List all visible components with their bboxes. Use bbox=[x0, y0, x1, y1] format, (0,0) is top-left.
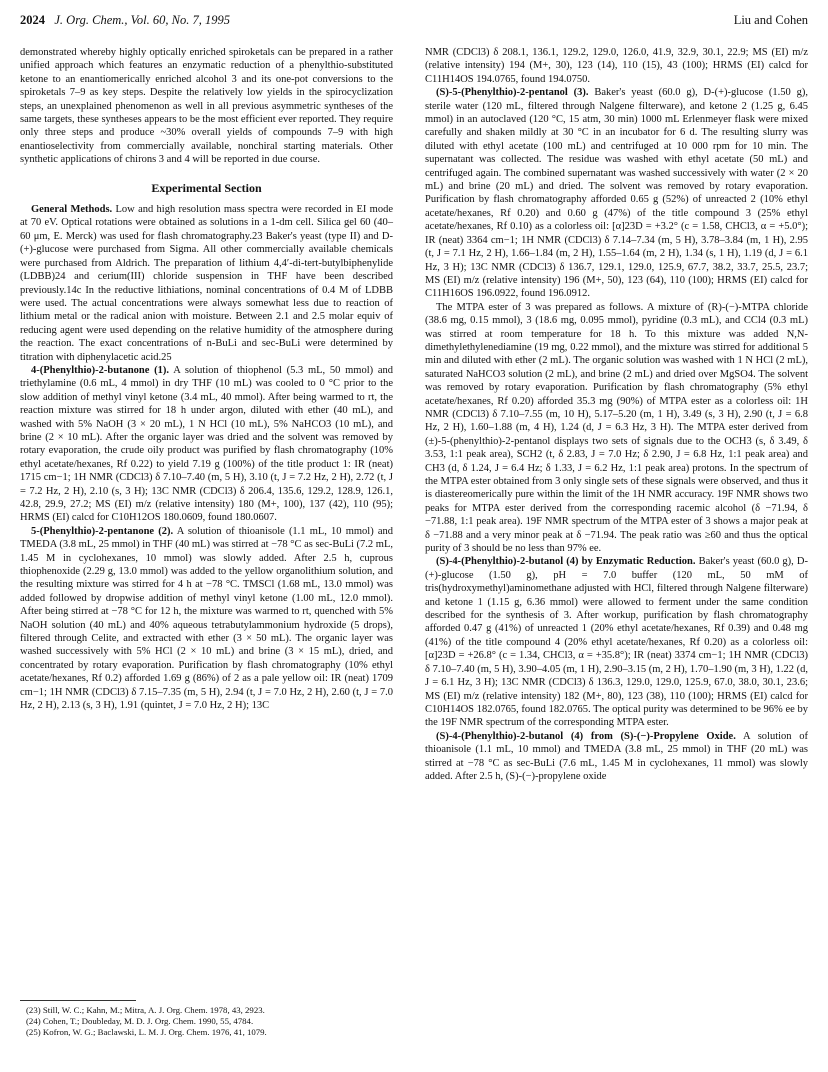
compound-1-heading: 4-(Phenylthio)-2-butanone (1). bbox=[31, 364, 170, 376]
compound-1-paragraph bbox=[20, 364, 393, 525]
compound-2-paragraph bbox=[20, 525, 393, 713]
general-methods-heading: General Methods. bbox=[31, 204, 113, 216]
footnote-23: (23) Still, W. C.; Kahn, M.; Mitra, A. J. Org. Chem. 1978, 43, 2923. bbox=[26, 1005, 265, 1015]
footnote-24: (24) Cohen, T.; Doubleday, M. D. J. Org. Chem. 1990, 55, 4784. bbox=[26, 1016, 254, 1027]
compound-2-continuation: NMR (CDCl3) δ 208.1, 136.1, 129.2, 129.0, 126.0, 41.9, 32.9, 30.1, 22.9; MS (EI) m/z (relative intensity) 194 (M+, 30), 123 (14), 110 (15), 43 (100); HRMS (EI) calcd for C11H14OS 194.0765, found 194.0750. bbox=[425, 47, 808, 85]
left-column bbox=[20, 46, 393, 713]
page-number: 2024 bbox=[20, 13, 45, 27]
page-header bbox=[20, 13, 808, 33]
section-title: Experimental Section bbox=[151, 180, 262, 195]
compound-3-paragraph bbox=[425, 86, 808, 301]
compound-4-enzymatic-heading: (S)-4-(Phenylthio)-2-butanol (4) by Enzymatic Reduction. bbox=[436, 556, 696, 568]
general-methods-paragraph bbox=[20, 203, 393, 364]
compound-3-heading: (S)-5-(Phenylthio)-2-pentanol (3). bbox=[436, 87, 589, 99]
right-column bbox=[425, 46, 808, 783]
intro-paragraph: demonstrated whereby highly optically enriched spiroketals can be prepared in a rather unified approach which features an enzymatic reduction of a phenylthio-substituted ketone to an enantiomerically enriched alcohol 3 and its one-pot conversions to the spiroketals 7–9 as key steps. Despite the relatively low yields in the spirocyclization steps, an unexplained phenomenon as well in all previous asymmetric syntheses of the same targets, these syntheses appears to be the most efficient ever reported. They require only three steps and produce ~30% overall yields of compounds 7–9 with high enantioselectivity from commercially available, nonchiral starting materials. Other synthetic applications of chirons 3 and 4 will be reported in due course. bbox=[20, 47, 393, 166]
running-head bbox=[20, 13, 230, 28]
compound-4-enzymatic-paragraph bbox=[425, 555, 808, 729]
compound-4-epoxide-paragraph bbox=[425, 730, 808, 784]
compound-2-heading: 5-(Phenylthio)-2-pentanone (2). bbox=[31, 525, 174, 537]
compound-4-epoxide-text: A solution of thioanisole (1.1 mL, 10 mmol) and TMEDA (3.8 mL, 25 mmol) in THF (20 mL) was stirred at −78 °C as sec-BuLi (7.6 mL, 1.45 M in cyclohexanes, 11 mmol) was slowly added. After 2.5 h, (S)-(−)-propylene oxide bbox=[425, 730, 808, 782]
footnote-25: (25) Kofron, W. G.; Baclawski, L. M. J. Org. Chem. 1976, 41, 1079. bbox=[26, 1027, 267, 1038]
compound-3-text: Baker's yeast (60.0 g), D-(+)-glucose (1.50 g), sterile water (120 mL, filtered through Nalgene filterware), and ketone 2 (1.25 g, 6.45 mmol) in an autoclaved (120 °C, 15 atm, 30 min) 1000 mL Erlenmeyer flask were mixed carefully and shaken mildly at 30 °C in an incubator for 6 d. The resulting slurry was diluted with ethyl acetate (100 mL) and centrifuged at 10 000 rpm for 10 min. The supernatant was collected. The residue was washed with ethyl acetate (50 mL) and centrifuged again. The combined supernatant was washed successively with water (2 × 20 mL) and brine (20 mL) and dried. The solvent was removed by rotary evaporation. Purification by flash chromatography afforded 0.65 g (52%) of unreacted 2 (10% ethyl acetate/hexanes, Rf 0.20) and 0.60 g (47%) of the title compound 3 (25% ethyl acetate/hexanes, Rf 0.10) as a colorless oil: [α]23D = +3.2° (c = 1.58, CHCl3, α = +5.0°); IR (neat) 3364 cm−1; 1H NMR (CDCl3) δ 7.14–7.34 (m, 5 H), 3.78–3.84 (m, 1 H), 2.95 (t, J = 7.1 Hz, 2 H), 1.66–1.84 (m, 2 H), 1.55–1.64 (m, 2 H), 1.34 (s, 1 H), 1.19 (d, J = 6.1 Hz, 3 H); 13C NMR (CDCl3) δ 136.7, 129.1, 129.0, 125.9, 67.7, 38.2, 33.7, 25.5, 23.7; MS (EI) m/z (relative intensity) 196 (M+, 50), 123 (64), 110 (100); HRMS (EI) calcd for C11H16OS 196.0922, found 196.0912. bbox=[425, 87, 808, 300]
compound-4-enzymatic-text: Baker's yeast (60.0 g), D-(+)-glucose (1.50 g), pH = 7.0 buffer (120 mL, 50 mM of tris(hydroxymethyl)aminomethane adjusted with HCl, filtered through Nalgene filterware) and ketone 1 (1.15 g, 6.36 mmol) were allowed to ferment under the same condition described for the synthesis of 3. After workup, purification by flash chromatography afforded 0.47 g (41%) of unreacted 1 (20% ethyl acetate/hexanes, Rf 0.39) and 0.48 mg (41%) of the title compound 4 (20% ethyl acetate/hexanes, Rf 0.20) as a colorless oil: [α]23D = +26.8° (c = 1.34, CHCl3, α = +35.8°); IR (neat) 3374 cm−1; 1H NMR (CDCl3) δ 7.10–7.40 (m, 5 H), 3.90–4.05 (m, 1 H), 2.90–3.15 (m, 2 H), 1.70–1.90 (m, 3 H), 1.22 (d, J = 6.1 Hz, 3 H); 13C NMR (CDCl3) δ 136.3, 129.0, 129.0, 125.9, 67.0, 38.0, 30.1, 23.6; MS (EI) m/z (relative intensity) 182 (M+, 80), 123 (38), 110 (100); HRMS (EI) calcd for C10H14OS 182.0765, found 182.0765. The optical purity was determined to be 96% ee by the 19F NMR spectrum of the corresponding MTPA ester. bbox=[425, 556, 808, 729]
compound-1-text: A solution of thiophenol (5.3 mL, 50 mmol) and triethylamine (0.6 mL, 4 mmol) in dry THF (10 mL) was cooled to 0 °C prior to the slow addition of methyl vinyl ketone (3.4 mL, 40 mmol). After being warmed to rt, the reaction mixture was stirred for 18 h under argon, diluted with ether (40 mL), and washed with 5% NaOH (3 × 20 mL), 1 N HCl (10 mL), 5% NaHCO3 (10 mL), and brine (2 × 10 mL). After the organic layer was dried and the solvent was removed by rotary evaporation, the crude oily product was purified by flash chromatography (10% ethyl acetate/hexanes, Rf 0.22) to yield 7.19 g (100%) of the title product 1: IR (neat) 1715 cm−1; 1H NMR (CDCl3) δ 7.10–7.40 (m, 5 H), 3.10 (t, J = 7.2 Hz, 2 H), 2.72 (t, J = 7.2 Hz, 2 H), 2.10 (s, 3 H); 13C NMR (CDCl3) δ 206.4, 135.6, 129.2, 128.9, 126.1, 42.8, 29.9, 27.2; MS (EI) m/z (relative intensity) 180 (M+, 100), 137 (42), 110 (95); HRMS (EI) calcd for C10H12OS 180.0609, found 180.0607. bbox=[20, 364, 393, 524]
general-methods-text: Low and high resolution mass spectra were recorded in EI mode at 70 eV. Optical rotations were obtained as solutions in a 1-dm cell. Silica gel 60 (40–60 μm, E. Merck) was used for flash chromatography.23 Baker's yeast (type II) and D-(+)-glucose were purchased from Sigma. All other commercially available chemicals were purchased from Aldrich. The preparation of lithium 4,4′-di-tert-butylbiphenylide (LDBB)24 and cerium(III) chloride suspension in THF have been described previously.14c In the reductive lithiations, nominal concentrations of 0.4 M of LDBB were used. The actual concentrations were always somewhat less due to reaction of lithium metal or the radical anion with moisture. Between 2.1 and 2.5 molar equiv of reducing agent were used depending on the relative humidity of the atmosphere during the reaction. The exact concentrations of n-BuLi and sec-BuLi were determined by titration with diphenylacetic acid.25 bbox=[20, 204, 393, 363]
mtpa-ester-paragraph: The MTPA ester of 3 was prepared as follows. A mixture of (R)-(−)-MTPA chloride (38.6 mg, 0.15 mmol), 3 (18.6 mg, 0.095 mmol), pyridine (0.3 mL), and CCl4 (0.3 mL) was stirred at room temperature for 18 h. To this mixture was added N,N-dimethylethylenediamine (19 mg, 0.22 mmol), and the mixture was stirred for additional 5 min and diluted with ether (2 mL). The organic solution was washed with 1 N HCl (2 mL), saturated NaHCO3 solution (2 mL), and brine (2 mL) and dried over MgSO4. The solvent was removed by rotary evaporation. Purification by flash chromatography (5% ethyl acetate/hexanes, Rf 0.20) afforded 35.3 mg (90%) of MTPA ester as a colorless oil: 1H NMR (CDCl3) δ 7.10–7.55 (m, 10 H), 5.17–5.20 (m, 1 H), 3.49 (s, 3 H), 2.90 (t, J = 6.8 Hz, 2 H), 1.60–1.88 (m, 4 H), 1.24 (d, J = 6.3 Hz, 3 H). The MTPA ester derived from (±)-5-(phenylthio)-2-pentanol displays two sets of signals due to the OCH3 (s, δ 3.49, δ 3.53, 1:1 peak area), SCH2 (t, δ 2.83, J = 7.0 Hz; δ 2.90, J = 6.8 Hz, 1:1 peak area) and CH3 (d, δ 1.24, J = 6.4 Hz; δ 1.33, J = 6.2 Hz, 1:1 peak area) protons. In the spectrum of the MTPA ester obtained from 3 only single sets of these signals were observed, and thus it is diastereomerically pure within the limit of the 1H NMR accuracy. 19F NMR shows two peaks for MTPA ester derived from the corresponding racemic alcohol (δ −71.94, δ −71.88, 1:1 peak area). 19F NMR spectrum of the MTPA ester of 3 shows a major peak at δ −71.88 and a very minor peak at δ −71.94. The peak ratio was ≥60 and thus the optical purity of 3 should be no less than 97% ee. bbox=[425, 301, 808, 555]
compound-4-epoxide-heading: (S)-4-(Phenylthio)-2-butanol (4) from (S)-(−)-Propylene Oxide. bbox=[436, 730, 736, 742]
footnotes bbox=[20, 1000, 393, 1039]
compound-2-text: A solution of thioanisole (1.1 mL, 10 mmol) and TMEDA (3.8 mL, 25 mmol) in THF (40 mL) was stirred at −78 °C as sec-BuLi (7.2 mL, 1.45 M in cyclohexanes, 10 mmol) was slowly added. After 2.5 h, cuprous thiophenoxide (2.29 g, 13.0 mmol) was added to the yellow organolithium solution, and the resulting mixture was stirred for 4 h at −78 °C. TMSCl (1.68 mL, 13.0 mmol) was added followed by dropwise addition of methyl vinyl ketone (1.00 mL, 12.0 mmol). After being stirred at −78 °C for 12 h, the mixture was warmed to rt, quenched with 5% NaOH solution (40 mL) and 40% aqueous tetrabutylammonium hydroxide (5 drops), filtered through Celite, and extracted with ether (3 × 50 mL). The organic layer was washed successively with 5% HCl (2 × 10 mL) and brine (3 × 15 mL), dried, and concentrated by rotary evaporation. Purification by flash chromatography (10% ethyl acetate/hexanes, Rf 0.2) afforded 1.69 g (86%) of 2 as a pale yellow oil: IR (neat) 1709 cm−1; 1H NMR (CDCl3) δ 7.15–7.35 (m, 5 H), 2.94 (t, J = 7.0 Hz, 2 H), 2.60 (t, J = 7.0 Hz, 2 H), 2.13 (s, 3 H), 1.91 (quintet, J = 7.0 Hz, 2 H); 13C bbox=[20, 525, 394, 712]
running-authors: Liu and Cohen bbox=[733, 13, 808, 27]
journal-citation: J. Org. Chem., Vol. 60, No. 7, 1995 bbox=[54, 13, 230, 27]
footnote-rule bbox=[20, 1000, 136, 1001]
